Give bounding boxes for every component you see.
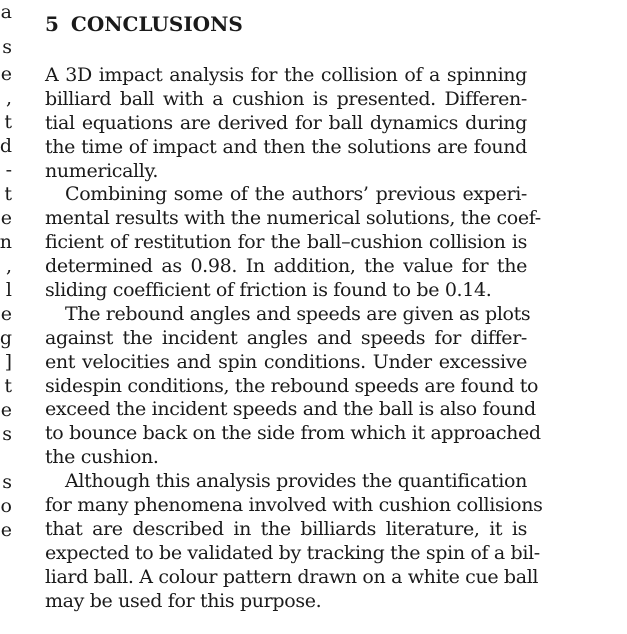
gutter-char: d: [0, 135, 12, 157]
text-line: mental results with the numerical solutions, the coef-: [45, 207, 541, 230]
previous-column-fragment: [0, 0, 14, 634]
text-line: sidespin conditions, the rebound speeds are found to: [45, 374, 539, 397]
gutter-char: a: [0, 1, 12, 23]
gutter-char: ,: [5, 255, 12, 277]
text-line: that are described in the billiards literature, it is: [45, 517, 527, 540]
gutter-char: e: [0, 63, 12, 85]
text-line: tial equations are derived for ball dynamics during: [45, 111, 527, 134]
text-line: sliding coefficient of friction is found to be 0.14.: [45, 279, 492, 302]
section-number: 5: [45, 12, 59, 36]
text-line: the cushion.: [45, 446, 159, 469]
paragraph-coefficients: [45, 183, 541, 302]
gutter-char: -: [5, 159, 12, 181]
gutter-char: e: [0, 303, 12, 325]
text-line: determined as 0.98. In addition, the value for the: [45, 255, 527, 278]
conclusions-body: [45, 64, 543, 613]
text-line: for many phenomena involved with cushion collisions: [45, 494, 543, 517]
gutter-char: n: [0, 231, 12, 253]
gutter-char: ]: [4, 351, 12, 373]
text-line: the time of impact and then the solutions are found: [45, 135, 527, 158]
text-line: to bounce back on the side from which it approached: [45, 422, 541, 445]
gutter-char: e: [0, 399, 12, 421]
text-line: liard ball. A colour pattern drawn on a white cue ball: [45, 565, 539, 588]
gutter-char: g: [0, 327, 12, 349]
paragraph-summary: [45, 64, 527, 183]
gutter-char: s: [2, 36, 12, 58]
text-line: may be used for this purpose.: [45, 589, 322, 612]
text-line: expected to be validated by tracking the spin of a bil-: [45, 541, 540, 564]
gutter-char: s: [2, 471, 12, 493]
text-line: against the incident angles and speeds for differ-: [45, 326, 527, 349]
text-line: ent velocities and spin conditions. Under excessive: [45, 350, 527, 373]
gutter-char: e: [0, 207, 12, 229]
text-line: numerically.: [45, 159, 159, 182]
text-line: A 3D impact analysis for the collision of a spinning: [45, 64, 527, 86]
text-line: The rebound angles and speeds are given as plots: [65, 302, 531, 325]
text-line: exceed the incident speeds and the ball is also found: [45, 398, 536, 421]
text-line: Combining some of the authors’ previous experi-: [65, 183, 527, 206]
text-line: ficient of restitution for the ball–cushion collision is: [45, 231, 527, 254]
gutter-char: ,: [5, 87, 12, 109]
gutter-char: o: [0, 495, 12, 517]
text-line: billiard ball with a cushion is presented. Differen-: [45, 87, 527, 110]
paragraph-rebound: [45, 302, 541, 470]
gutter-char: t: [4, 111, 12, 133]
gutter-char: t: [4, 183, 12, 205]
section-heading: [45, 12, 243, 36]
gutter-char: l: [5, 279, 12, 301]
gutter-char: t: [4, 375, 12, 397]
paragraph-validation: [45, 470, 543, 613]
section-title: CONCLUSIONS: [70, 12, 243, 36]
gutter-char: s: [2, 423, 12, 445]
text-line: Although this analysis provides the quantification: [65, 470, 527, 493]
gutter-char: e: [0, 519, 12, 541]
